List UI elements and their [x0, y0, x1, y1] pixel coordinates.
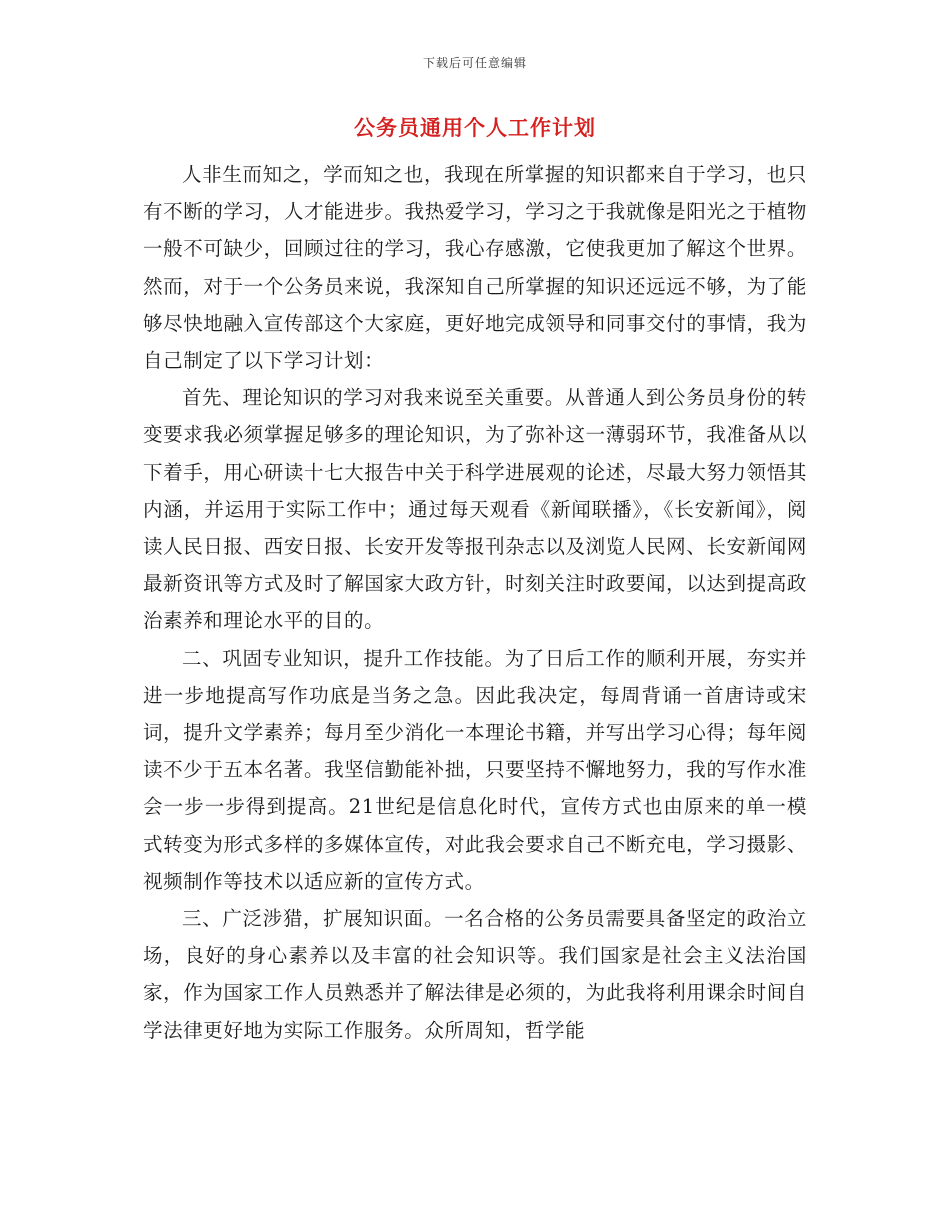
paragraph-intro: 人非生而知之，学而知之也，我现在所掌握的知识都来自于学习，也只有不断的学习，人才能进步。我热爱学习，学习之于我就像是阳光之于植物一般不可缺少，回顾过往的学习，我心存感激，它使我更加了解这个世界。然而，对于一个公务员来说，我深知自己所掌握的知识还远远不够，为了能够尽快地融入宣传部这个大家庭，更好地完成领导和同事交付的事情，我为自己制定了以下学习计划： — [143, 163, 807, 373]
header-note: 下载后可任意编辑 — [422, 56, 527, 70]
document-title: 公务员通用个人工作计划 — [354, 115, 596, 140]
document-body — [143, 156, 807, 1049]
paragraph-skills: 二、巩固专业知识，提升工作技能。为了日后工作的顺利开展，夯实并进一步地提高写作功底是当务之急。因此我决定，每周背诵一首唐诗或宋词，提升文学素养；每月至少消化一本理论书籍，并写出学习心得；每年阅读不少于五本名著。我坚信勤能补拙，只要坚持不懈地努力，我的写作水准会一步一步得到提高。21世纪是信息化时代，宣传方式也由原来的单一模式转变为形式多样的多媒体宣传，对此我会要求自己不断充电，学习摄影、视频制作等技术以适应新的宣传方式。 — [143, 646, 807, 893]
paragraph-theory: 首先、理论知识的学习对我来说至关重要。从普通人到公务员身份的转变要求我必须掌握足够多的理论知识，为了弥补这一薄弱环节，我准备从以下着手，用心研读十七大报告中关于科学进展观的论述，尽最大努力领悟其内涵，并运用于实际工作中；通过每天观看《新闻联播》，《长安新闻》，阅读人民日报、西安日报、长安开发等报刊杂志以及浏览人民网、长安新闻网最新资讯等方式及时了解国家大政方针，时刻关注时政要闻，以达到提高政治素养和理论水平的目的。 — [143, 386, 807, 633]
paragraph-knowledge: 三、广泛涉猎，扩展知识面。一名合格的公务员需要具备坚定的政治立场，良好的身心素养以及丰富的社会知识等。我们国家是社会主义法治国家，作为国家工作人员熟悉并了解法律是必须的，为此我将利用课余时间自学法律更好地为实际工作服务。众所周知，哲学能 — [143, 907, 807, 1042]
